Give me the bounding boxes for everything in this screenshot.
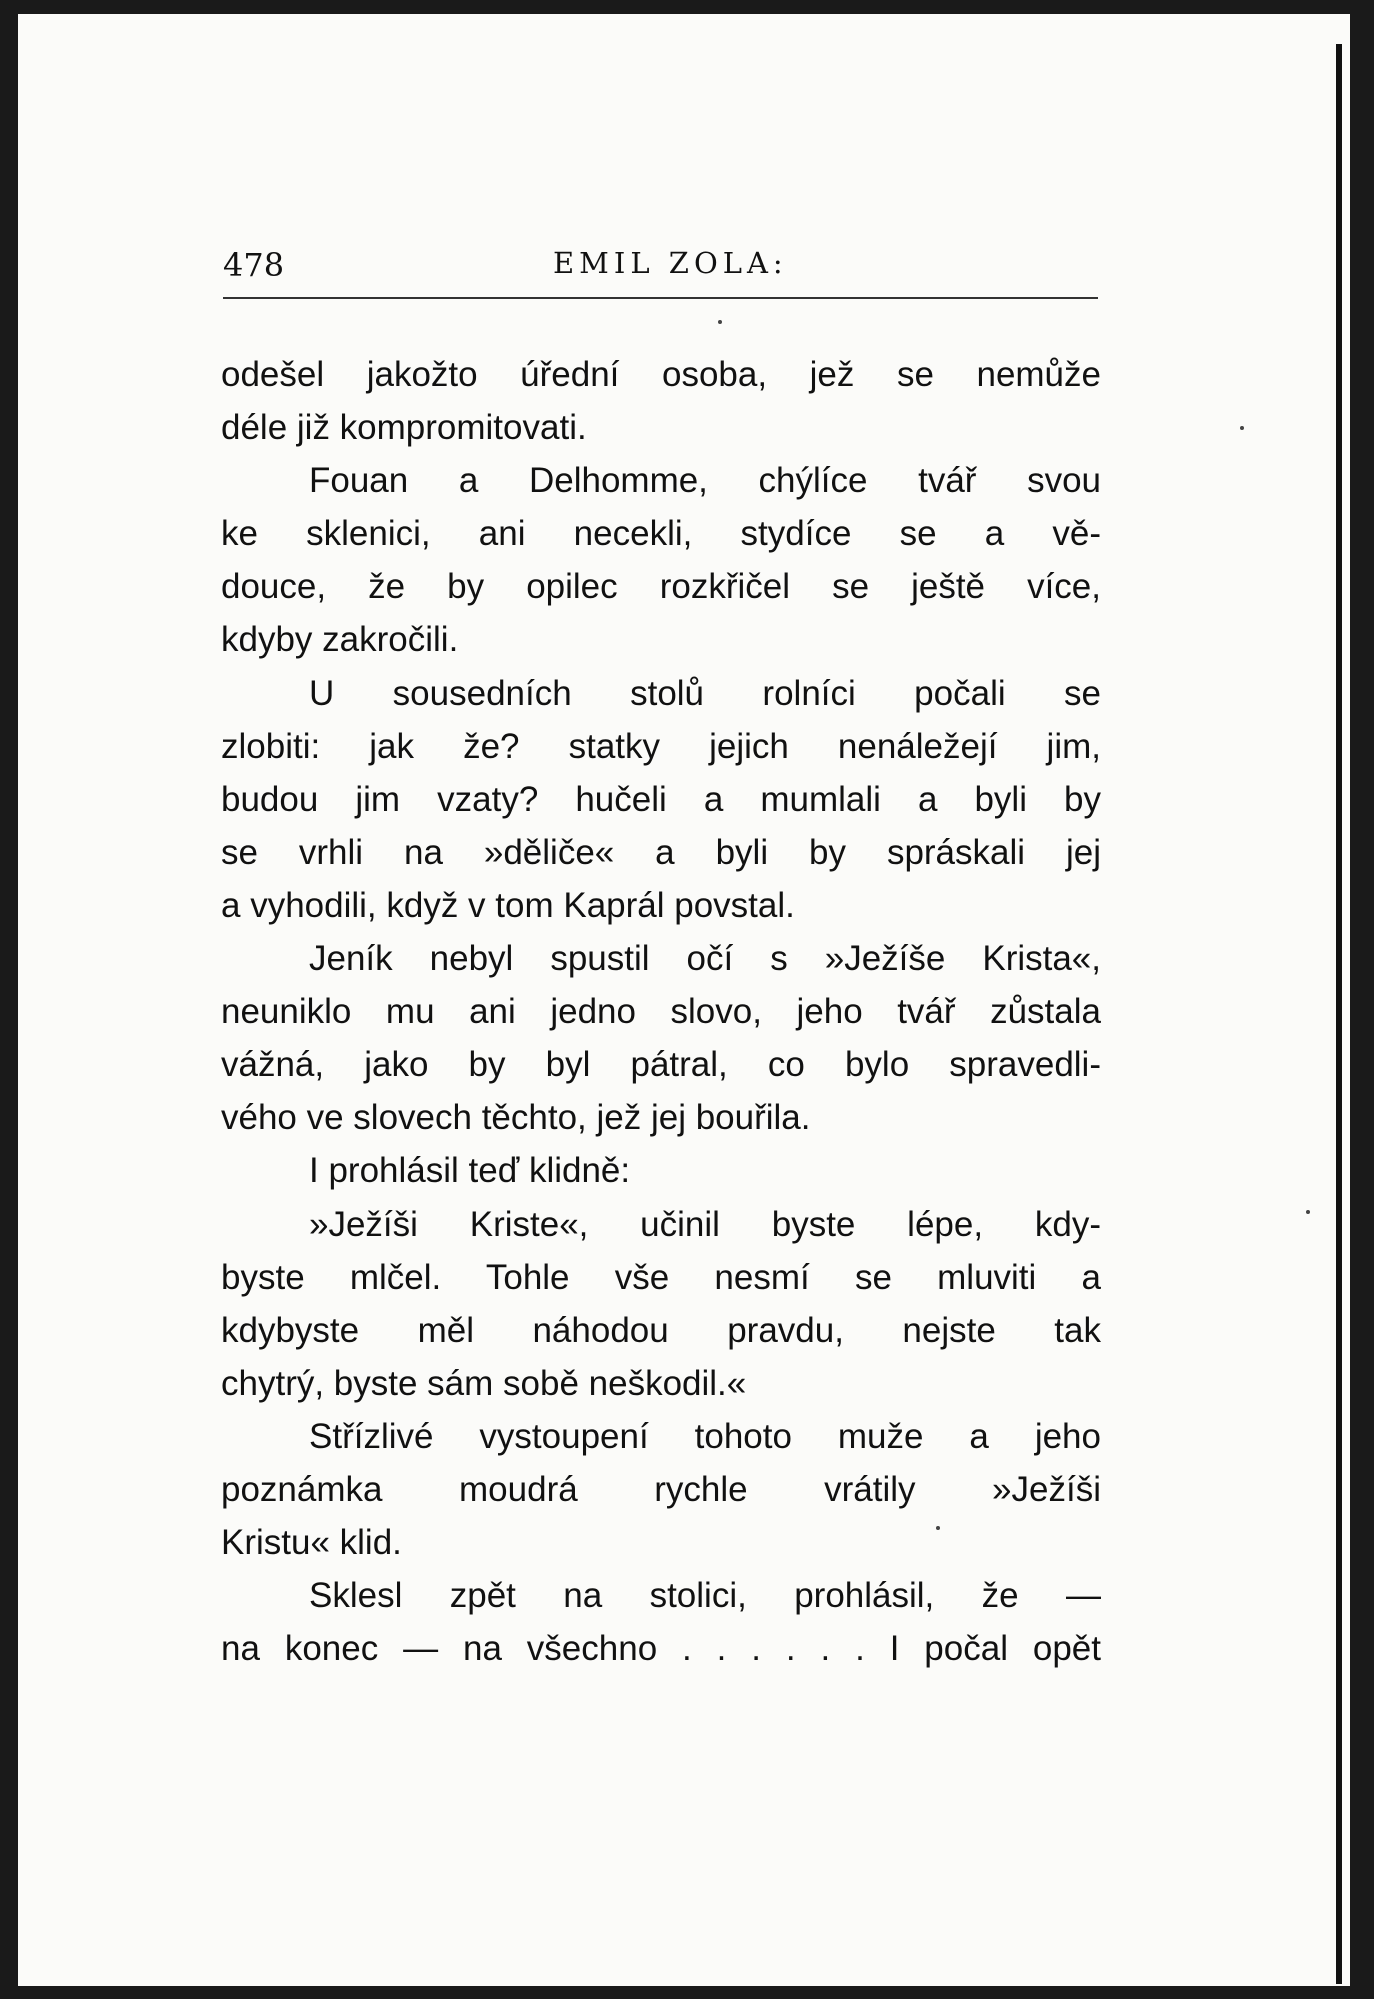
text-line: Sklesl zpět na stolici, prohlásil, že — [309, 1576, 1101, 1616]
text-line: odešel jakožto úřední osoba, jež se nemůže [221, 355, 1101, 394]
text-line: a vyhodili, když v tom Kaprál povstal. [221, 885, 795, 925]
text-line: zlobiti: jak že? statky jejich nenáležejí jim, [221, 726, 1101, 766]
body-text [221, 348, 1101, 1675]
book-page [18, 14, 1350, 1986]
text-line: »Ježíši Kriste«, učinil byste lépe, kdy- [309, 1204, 1101, 1244]
running-head: EMIL ZOLA: [553, 246, 788, 280]
text-line: I prohlásil teď klidně: [309, 1151, 631, 1191]
text-line: ke sklenici, ani necekli, stydíce se a vě- [221, 514, 1101, 554]
text-line: déle již kompromitovati. [221, 408, 587, 448]
text-line: chytrý, byste sám sobě neškodil.« [221, 1363, 747, 1403]
page-edge-shadow [1336, 44, 1342, 1984]
text-line: se vrhli na »děliče« a byli by spráskali jej [221, 832, 1101, 872]
text-line: kdyby zakročili. [221, 620, 459, 660]
scan-speck [1306, 1210, 1310, 1214]
text-line: U sousedních stolů rolníci počali se [309, 673, 1101, 713]
text-line: neuniklo mu ani jedno slovo, jeho tvář zůstala [221, 992, 1101, 1032]
text-line: vážná, jako by byl pátral, co bylo spravedli- [221, 1045, 1101, 1085]
text-line: Střízlivé vystoupení tohoto muže a jeho [309, 1416, 1101, 1456]
text-line: kdybyste měl náhodou pravdu, nejste tak [221, 1310, 1101, 1350]
header-rule [223, 297, 1098, 299]
text-line: vého ve slovech těchto, jež jej bouřila. [221, 1098, 811, 1138]
text-line: byste mlčel. Tohle vše nesmí se mluviti a [221, 1257, 1101, 1297]
text-line: budou jim vzaty? hučeli a mumlali a byli by [221, 779, 1101, 819]
text-line: douce, že by opilec rozkřičel se ještě více, [221, 567, 1101, 607]
scan-speck [718, 320, 722, 324]
text-line: Kristu« klid. [221, 1523, 402, 1563]
page-header [223, 246, 1103, 286]
text-line: Jeník nebyl spustil očí s »Ježíše Krista«, [309, 939, 1101, 979]
page-number: 478 [223, 246, 285, 284]
scan-speck [936, 1526, 940, 1530]
text-line: na konec — na všechno . . . . . . I počal opět [221, 1629, 1101, 1669]
scan-speck [1240, 426, 1244, 430]
text-line: Fouan a Delhomme, chýlíce tvář svou [309, 461, 1101, 501]
text-line: poznámka moudrá rychle vrátily »Ježíši [221, 1469, 1101, 1509]
